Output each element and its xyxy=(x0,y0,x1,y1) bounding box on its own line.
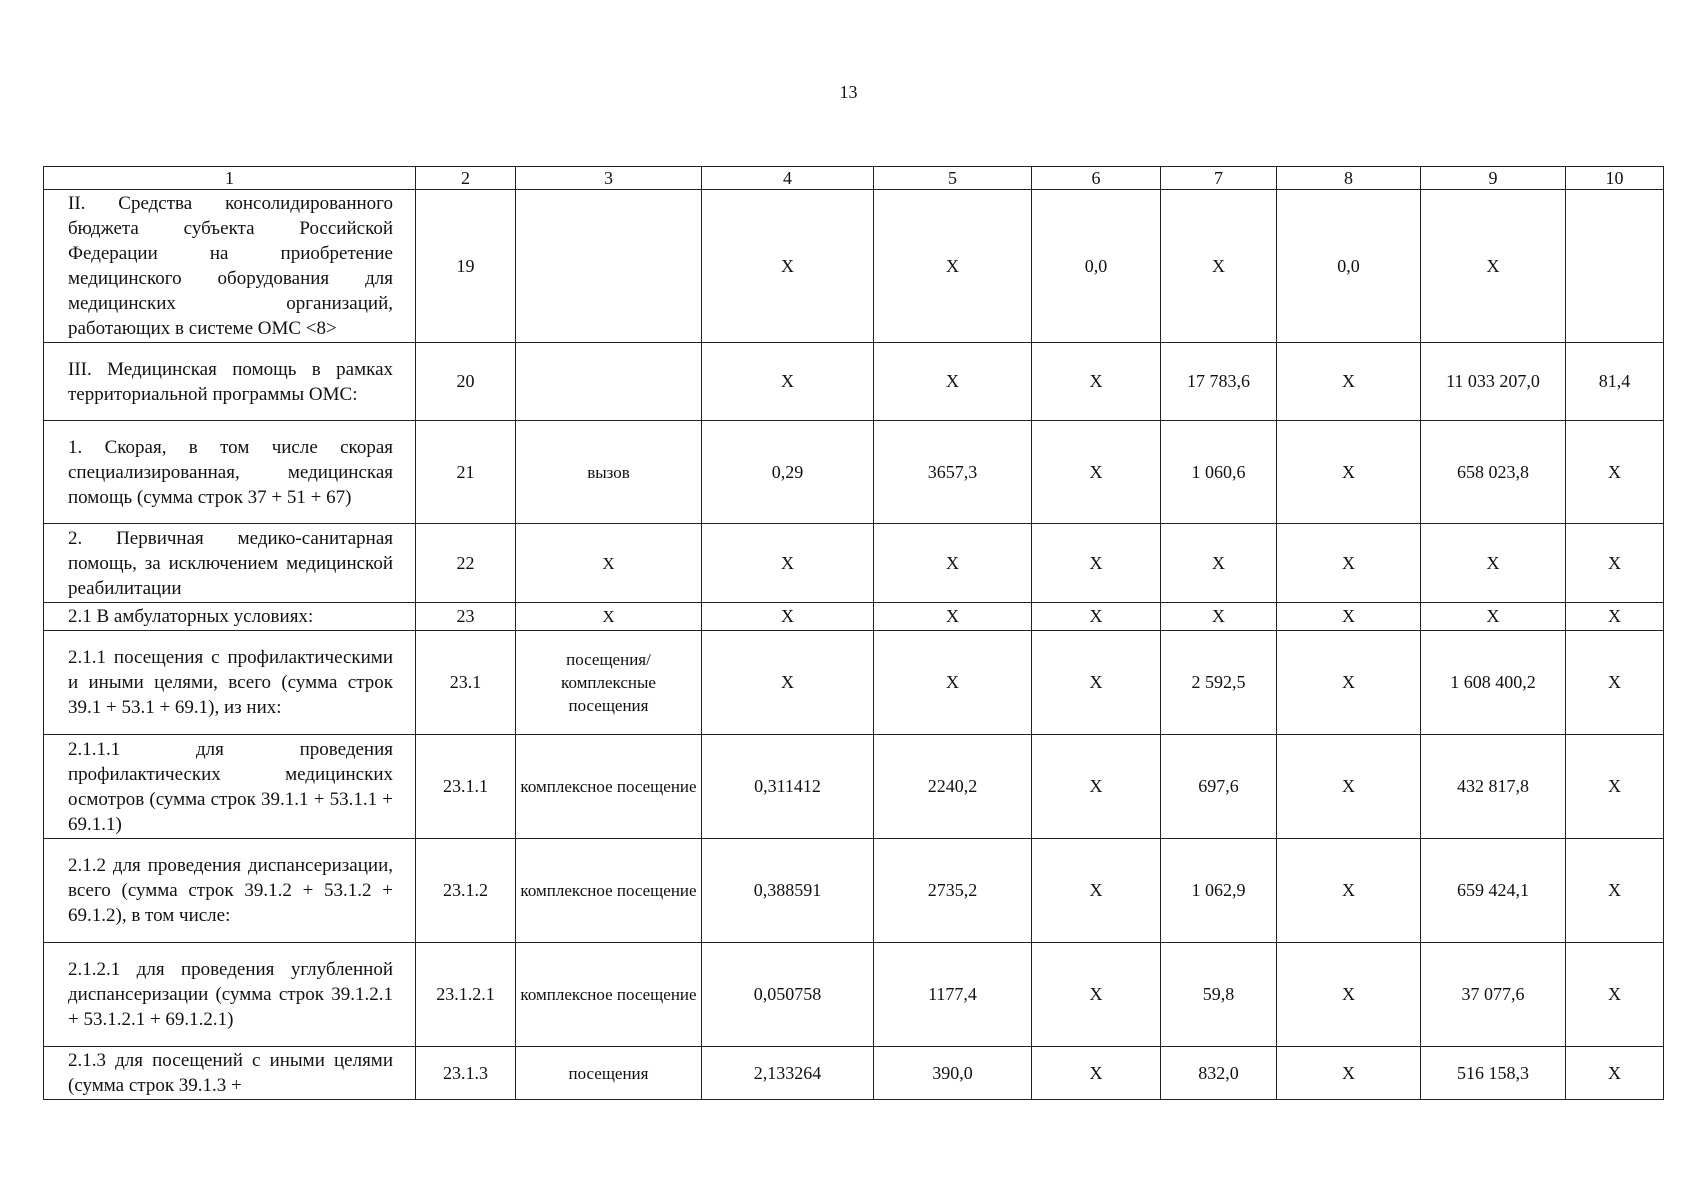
row-name: 1. Скорая, в том числе скорая специализированная, медицинская помощь (сумма строк 37 + 51 + 67) xyxy=(44,421,416,524)
cell-col4: Х xyxy=(702,603,874,631)
cell-col5: Х xyxy=(874,631,1032,735)
row-name: 2.1.1 посещения с профилактическими и иными целями, всего (сумма строк 39.1 + 53.1 + 69.1), из них: xyxy=(44,631,416,735)
row-unit: посещения xyxy=(516,1047,702,1100)
cell-col10: Х xyxy=(1566,603,1664,631)
row-name: 2.1.2 для проведения диспансеризации, всего (сумма строк 39.1.2 + 53.1.2 + 69.1.2), в том числе: xyxy=(44,839,416,943)
table-row xyxy=(44,1047,1664,1100)
header-cell: 2 xyxy=(416,167,516,190)
cell-col7: 1 062,9 xyxy=(1161,839,1277,943)
cell-col6: Х xyxy=(1032,631,1161,735)
header-cell: 5 xyxy=(874,167,1032,190)
cell-col8: Х xyxy=(1277,631,1421,735)
row-name: II. Средства консолидированного бюджета субъекта Российской Федерации на приобретение медицинского оборудования для медицинских организаций, работающих в системе ОМС <8> xyxy=(44,190,416,343)
cell-col10: Х xyxy=(1566,735,1664,839)
cell-col10 xyxy=(1566,190,1664,343)
header-cell: 9 xyxy=(1421,167,1566,190)
cell-col8: Х xyxy=(1277,421,1421,524)
cell-col5: 3657,3 xyxy=(874,421,1032,524)
cell-col8: 0,0 xyxy=(1277,190,1421,343)
cell-col4: 0,29 xyxy=(702,421,874,524)
cell-col9: 37 077,6 xyxy=(1421,943,1566,1047)
cell-col9: Х xyxy=(1421,190,1566,343)
cell-col4: 2,133264 xyxy=(702,1047,874,1100)
cell-col6: Х xyxy=(1032,343,1161,421)
row-code: 20 xyxy=(416,343,516,421)
row-name: III. Медицинская помощь в рамках территориальной программы ОМС: xyxy=(44,343,416,421)
table-row xyxy=(44,603,1664,631)
row-name: 2.1 В амбулаторных условиях: xyxy=(44,603,416,631)
header-cell: 3 xyxy=(516,167,702,190)
header-cell: 7 xyxy=(1161,167,1277,190)
row-code: 23.1.2 xyxy=(416,839,516,943)
cell-col6: Х xyxy=(1032,839,1161,943)
cell-col10: Х xyxy=(1566,631,1664,735)
cell-col4: Х xyxy=(702,343,874,421)
cell-col10: Х xyxy=(1566,839,1664,943)
cell-col7: 697,6 xyxy=(1161,735,1277,839)
row-unit: комплексное посещение xyxy=(516,839,702,943)
row-code: 23.1.2.1 xyxy=(416,943,516,1047)
table-row xyxy=(44,735,1664,839)
cell-col5: 1177,4 xyxy=(874,943,1032,1047)
table-row xyxy=(44,421,1664,524)
cell-col5: 2735,2 xyxy=(874,839,1032,943)
cell-col8: Х xyxy=(1277,343,1421,421)
header-row xyxy=(44,167,1664,190)
cell-col4: Х xyxy=(702,631,874,735)
cell-col7: Х xyxy=(1161,190,1277,343)
table-row xyxy=(44,631,1664,735)
cell-col9: 432 817,8 xyxy=(1421,735,1566,839)
cell-col7: 2 592,5 xyxy=(1161,631,1277,735)
cell-col4: Х xyxy=(702,524,874,603)
cell-col8: Х xyxy=(1277,735,1421,839)
cell-col9: 659 424,1 xyxy=(1421,839,1566,943)
row-code: 19 xyxy=(416,190,516,343)
header-cell: 8 xyxy=(1277,167,1421,190)
cell-col7: Х xyxy=(1161,524,1277,603)
header-cell: 4 xyxy=(702,167,874,190)
row-code: 21 xyxy=(416,421,516,524)
row-code: 23 xyxy=(416,603,516,631)
table-row xyxy=(44,943,1664,1047)
cell-col5: Х xyxy=(874,524,1032,603)
cell-col7: 59,8 xyxy=(1161,943,1277,1047)
cell-col8: Х xyxy=(1277,839,1421,943)
row-code: 22 xyxy=(416,524,516,603)
row-unit: Х xyxy=(516,603,702,631)
cell-col8: Х xyxy=(1277,943,1421,1047)
cell-col6: Х xyxy=(1032,943,1161,1047)
row-unit: комплексное посещение xyxy=(516,943,702,1047)
cell-col9: Х xyxy=(1421,524,1566,603)
cell-col5: Х xyxy=(874,603,1032,631)
row-unit: вызов xyxy=(516,421,702,524)
cell-col7: Х xyxy=(1161,603,1277,631)
row-code: 23.1 xyxy=(416,631,516,735)
cell-col9: 658 023,8 xyxy=(1421,421,1566,524)
row-name: 2.1.1.1 для проведения профилактических медицинских осмотров (сумма строк 39.1.1 + 53.1.1 + 69.1.1) xyxy=(44,735,416,839)
cell-col6: Х xyxy=(1032,735,1161,839)
page-number: 13 xyxy=(839,82,858,102)
table-row xyxy=(44,343,1664,421)
cell-col5: Х xyxy=(874,343,1032,421)
row-unit: посещения/ комплексные посещения xyxy=(516,631,702,735)
table-row xyxy=(44,524,1664,603)
table-row xyxy=(44,839,1664,943)
row-name: 2. Первичная медико-санитарная помощь, за исключением медицинской реабилитации xyxy=(44,524,416,603)
row-code: 23.1.1 xyxy=(416,735,516,839)
cell-col6: Х xyxy=(1032,524,1161,603)
cell-col5: 2240,2 xyxy=(874,735,1032,839)
row-name: 2.1.3 для посещений с иными целями (сумма строк 39.1.3 + xyxy=(44,1047,416,1100)
table-row xyxy=(44,190,1664,343)
cell-col4: 0,050758 xyxy=(702,943,874,1047)
cell-col10: Х xyxy=(1566,524,1664,603)
header-cell: 1 xyxy=(44,167,416,190)
data-table xyxy=(43,166,1664,1100)
cell-col6: 0,0 xyxy=(1032,190,1161,343)
cell-col8: Х xyxy=(1277,603,1421,631)
cell-col10: Х xyxy=(1566,421,1664,524)
cell-col9: 1 608 400,2 xyxy=(1421,631,1566,735)
cell-col9: Х xyxy=(1421,603,1566,631)
cell-col10: Х xyxy=(1566,1047,1664,1100)
cell-col6: Х xyxy=(1032,421,1161,524)
cell-col4: 0,388591 xyxy=(702,839,874,943)
cell-col10: 81,4 xyxy=(1566,343,1664,421)
cell-col7: 832,0 xyxy=(1161,1047,1277,1100)
cell-col9: 516 158,3 xyxy=(1421,1047,1566,1100)
cell-col9: 11 033 207,0 xyxy=(1421,343,1566,421)
cell-col7: 17 783,6 xyxy=(1161,343,1277,421)
row-unit: Х xyxy=(516,524,702,603)
cell-col6: Х xyxy=(1032,1047,1161,1100)
cell-col7: 1 060,6 xyxy=(1161,421,1277,524)
cell-col4: Х xyxy=(702,190,874,343)
header-cell: 10 xyxy=(1566,167,1664,190)
row-code: 23.1.3 xyxy=(416,1047,516,1100)
header-cell: 6 xyxy=(1032,167,1161,190)
row-unit: комплексное посещение xyxy=(516,735,702,839)
cell-col8: Х xyxy=(1277,524,1421,603)
cell-col5: Х xyxy=(874,190,1032,343)
cell-col6: Х xyxy=(1032,603,1161,631)
row-unit xyxy=(516,343,702,421)
cell-col8: Х xyxy=(1277,1047,1421,1100)
cell-col5: 390,0 xyxy=(874,1047,1032,1100)
row-unit xyxy=(516,190,702,343)
row-name: 2.1.2.1 для проведения углубленной диспансеризации (сумма строк 39.1.2.1 + 53.1.2.1 + 69.1.2.1) xyxy=(44,943,416,1047)
cell-col10: Х xyxy=(1566,943,1664,1047)
cell-col4: 0,311412 xyxy=(702,735,874,839)
